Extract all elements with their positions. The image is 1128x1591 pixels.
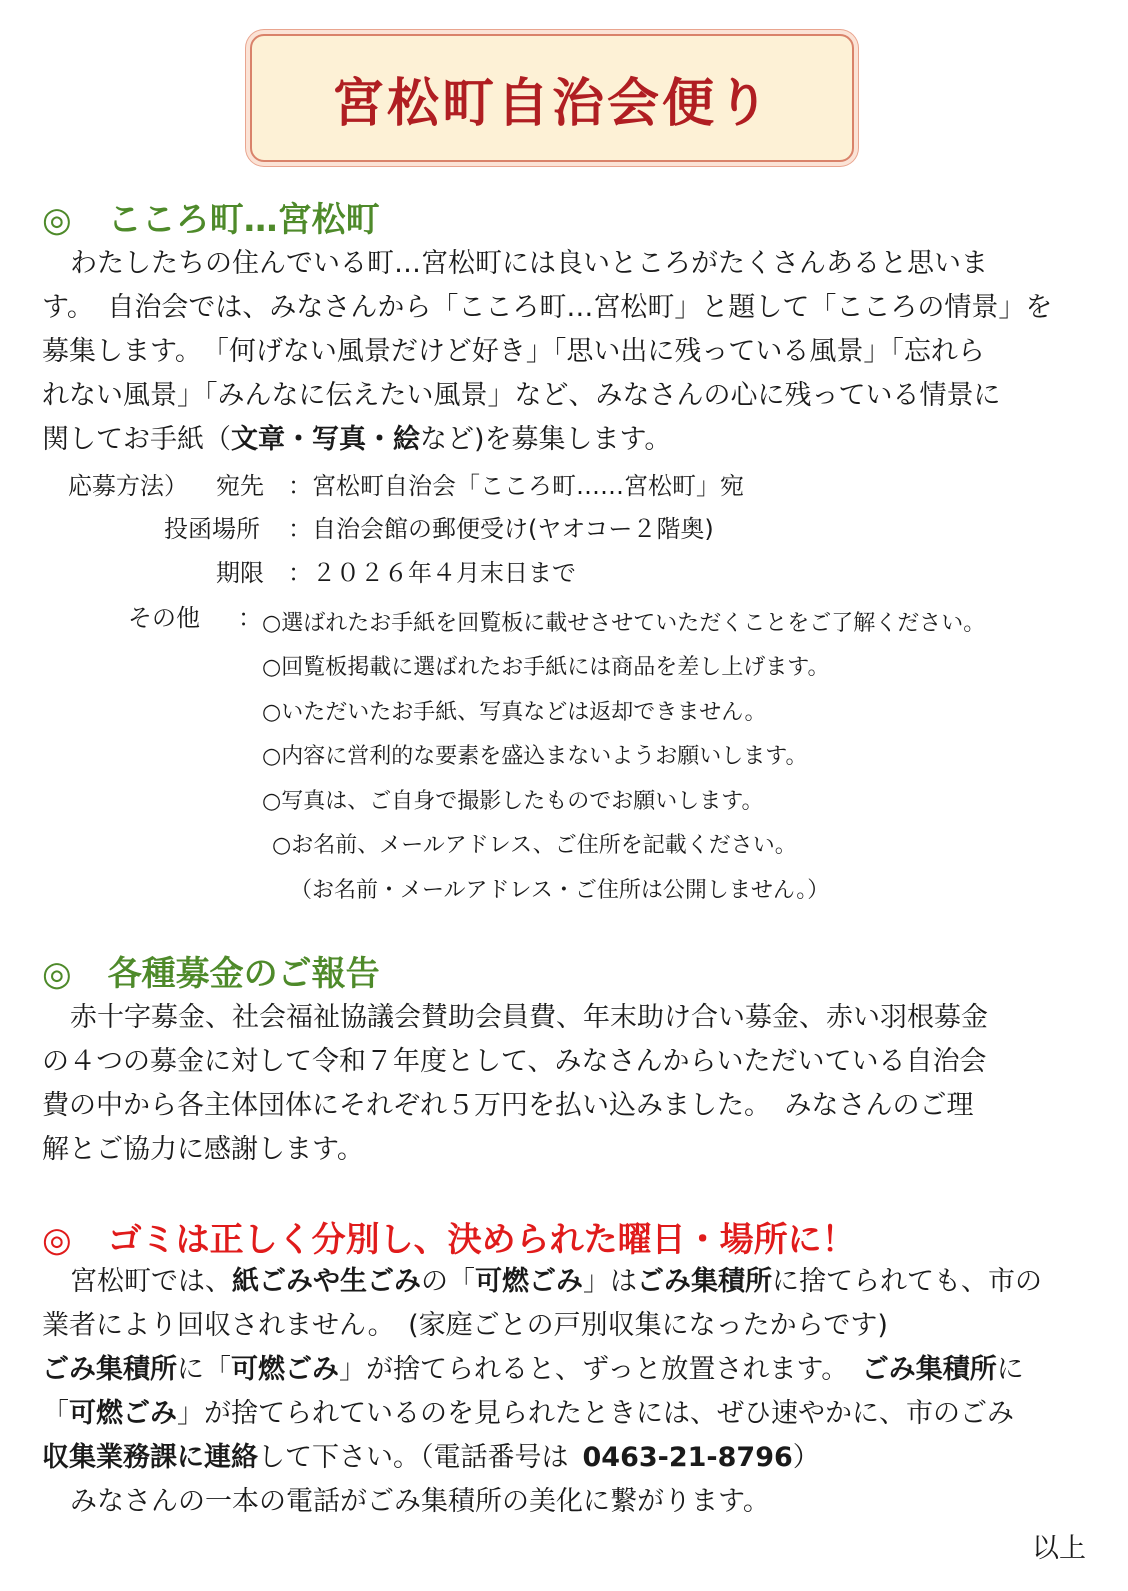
bold-text: 文章・写真・絵 <box>231 424 420 455</box>
text-span: 」が捨てられると、ずっと放置されます。 <box>339 1354 862 1385</box>
drop-box-value: ：自治会館の郵便受け(ヤオコー２階奥) <box>288 515 714 543</box>
body-line: 解とご協力に感謝します。 <box>42 1134 364 1165</box>
bold-text: ごみ集積所 <box>861 1354 997 1385</box>
section1-heading <box>42 192 380 241</box>
drop-box-label: 投函場所 <box>164 515 260 543</box>
dest-value: ：宮松町自治会「こころ町……宮松町」宛 <box>288 472 744 500</box>
body-line: みなさんの一本の電話がごみ集積所の美化に繋がります。 <box>70 1486 770 1517</box>
other-label: その他 <box>128 604 200 632</box>
text-span: に <box>996 1354 1024 1385</box>
text-span: 」は <box>583 1266 637 1297</box>
closing-mark: 以上 <box>1032 1533 1086 1564</box>
deadline-label: 期限 <box>216 559 264 587</box>
note-item: ○写真は、ご自身で撮影したものでお願いします。 <box>262 789 764 814</box>
apply-method-label: 応募方法） <box>68 472 188 500</box>
section2-body <box>42 996 1092 1172</box>
double-circle-icon: ◎ <box>42 200 72 240</box>
section1-heading-text: こころ町…宮松町 <box>107 200 380 240</box>
note-item: ○内容に営利的な要素を盛込まないようお願いします。 <box>262 744 808 769</box>
body-line: の４つの募金に対して令和７年度として、みなさんからいただいている自治会 <box>42 1046 987 1077</box>
double-circle-icon: ◎ <box>42 954 72 994</box>
section3-body <box>42 1260 1092 1524</box>
page-title: 宮松町自治会便り <box>331 73 772 134</box>
body-line: 費の中から各主体団体にそれぞれ５万円を払い込みました。 みなさんのご理 <box>42 1090 974 1121</box>
note-item: （お名前・メールアドレス・ご住所は公開しません。） <box>290 878 830 903</box>
note-item: ○回覧板掲載に選ばれたお手紙には商品を差し上げます。 <box>262 655 830 680</box>
text-span: 宮松町では、 <box>70 1266 232 1297</box>
text-span: に「 <box>177 1354 231 1385</box>
bold-text: 可燃ごみ <box>231 1354 339 1385</box>
body-line: 業者により回収されません。 (家庭ごとの戸別収集になったからです) <box>42 1310 888 1341</box>
phone-number: 0463-21-8796 <box>582 1442 793 1473</box>
double-circle-icon: ◎ <box>42 1220 72 1260</box>
bold-text: 可燃ごみ <box>69 1398 177 1429</box>
section3-heading-text: ゴミは正しく分別し、決められた曜日・場所に！ <box>107 1220 856 1260</box>
text-span: など)を募集します。 <box>420 424 672 455</box>
body-line: 赤十字募金、社会福祉協議会賛助会員費、年末助け合い募金、赤い羽根募金 <box>70 1002 988 1033</box>
text-span: ） <box>792 1442 820 1473</box>
title-banner <box>250 34 854 162</box>
text-span: 「 <box>42 1398 69 1429</box>
note-item: ○いただいたお手紙、写真などは返却できません。 <box>262 700 767 725</box>
bold-text: 収集業務課に連絡 <box>42 1442 258 1473</box>
section2-heading-text: 各種募金のご報告 <box>107 954 380 994</box>
text-span: の「 <box>421 1266 475 1297</box>
bold-text: 可燃ごみ <box>475 1266 583 1297</box>
bold-text: ごみ集積所 <box>42 1354 177 1385</box>
text-span: して下さい。（電話番号は <box>258 1442 569 1473</box>
body-line <box>42 418 1092 462</box>
text-span: 」が捨てられているのを見られたときには、ぜひ速やかに、市のごみ <box>177 1398 1014 1429</box>
other-colon: ： <box>238 604 262 632</box>
text-span: に捨てられても、市の <box>772 1266 1042 1297</box>
body-line: わたしたちの住んでいる町…宮松町には良いところがたくさんあると思いま <box>70 248 988 279</box>
section3-heading <box>42 1212 856 1261</box>
body-line: 募集します。 「何げない風景だけど好き」「思い出に残っている風景」「忘れら <box>42 336 985 367</box>
text-span: 関してお手紙（ <box>42 424 231 455</box>
note-item: ○選ばれたお手紙を回覧板に載せさせていただくことをご了解ください。 <box>262 611 986 636</box>
body-line <box>42 1392 1092 1436</box>
section2-heading <box>42 946 380 995</box>
body-line: れない風景」「みんなに伝えたい風景」など、みなさんの心に残っている情景に <box>42 380 1001 411</box>
bold-text: 紙ごみや生ごみ <box>232 1266 421 1297</box>
dest-label: 宛先 <box>216 472 264 500</box>
deadline-value: ：２０２６年４月末日まで <box>288 559 576 587</box>
note-item: ○お名前、メールアドレス、ご住所を記載ください。 <box>272 833 797 858</box>
body-line <box>42 1436 1092 1480</box>
body-line <box>42 1260 1092 1304</box>
body-line <box>42 1348 1092 1392</box>
section1-body <box>42 242 1092 462</box>
bold-text: ごみ集積所 <box>637 1266 772 1297</box>
body-line: す。 自治会では、みなさんから「こころ町…宮松町」と題して「こころの情景」を <box>42 292 1053 323</box>
